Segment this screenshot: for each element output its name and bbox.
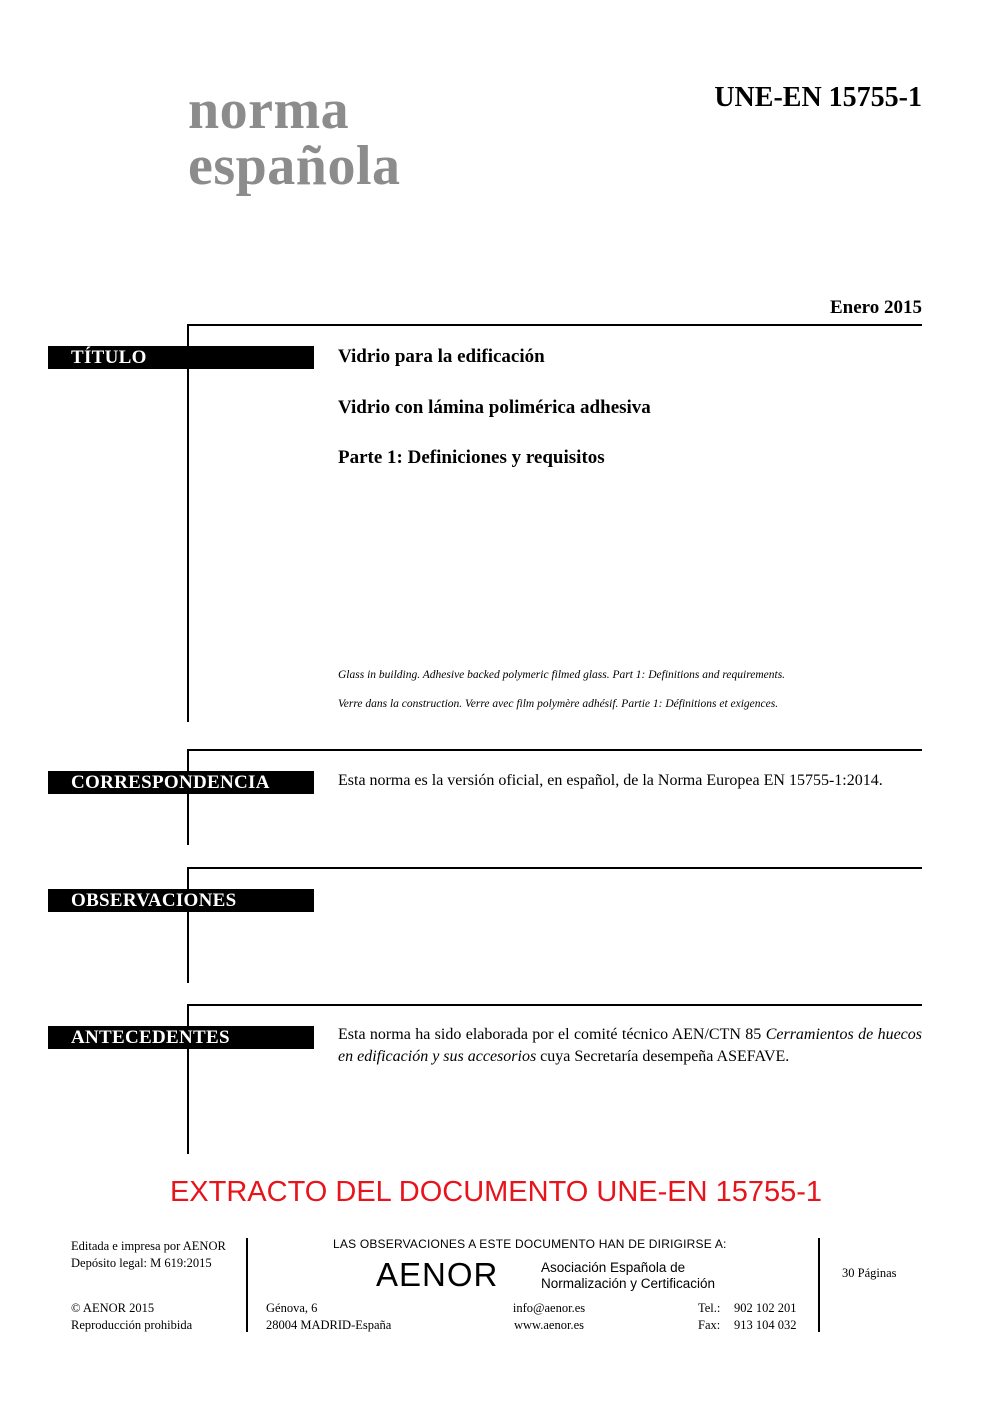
title-line-1: Vidrio para la edificación: [338, 346, 545, 367]
section-rule: [187, 867, 189, 983]
publication-date: Enero 2015: [829, 297, 922, 318]
tel-label: Tel.:: [698, 1301, 721, 1315]
fax-value: 913 104 032: [734, 1318, 797, 1332]
edited-by: Editada e impresa por AENOR: [71, 1239, 226, 1253]
section-divider: [188, 1004, 922, 1006]
french-title: Verre dans la construction. Verre avec film polymère adhésif. Partie 1: Définitions et exigences.: [338, 698, 779, 710]
aenor-logo: AENOR: [376, 1256, 499, 1293]
section-label-titulo: TÍTULO: [48, 346, 314, 369]
title-line-3: Parte 1: Definiciones y requisitos: [338, 447, 605, 468]
section-rule: [187, 749, 189, 845]
standard-code: UNE-EN 15755-1: [714, 82, 922, 113]
address-city: 28004 MADRID-España: [266, 1318, 392, 1332]
antecedentes-text-prefix: Esta norma ha sido elaborada por el comité técnico AEN/CTN 85: [338, 1026, 766, 1043]
address-block: [266, 1300, 391, 1334]
contact-phone-block: [698, 1300, 797, 1334]
footer-separator: [246, 1238, 248, 1332]
copyright: © AENOR 2015: [71, 1301, 155, 1315]
antecedentes-text: [338, 1024, 922, 1068]
aenor-name-line-2: Normalización y Certificación: [541, 1276, 716, 1291]
legal-deposit: Depósito legal: M 619:2015: [71, 1256, 212, 1270]
section-label-observaciones: OBSERVACIONES: [48, 889, 314, 912]
contact-online-block: [509, 1300, 589, 1334]
footer-separator: [818, 1238, 820, 1332]
section-rule: [187, 324, 189, 722]
aenor-full-name: [541, 1260, 715, 1292]
section-label-correspondencia: CORRESPONDENCIA: [48, 771, 314, 794]
footer-publisher-block: [71, 1238, 226, 1272]
section-divider: [188, 867, 922, 869]
extract-notice: EXTRACTO DEL DOCUMENTO UNE-EN 15755-1: [169, 1176, 823, 1208]
fax-label: Fax:: [698, 1318, 721, 1332]
section-label-antecedentes: ANTECEDENTES: [48, 1026, 314, 1049]
contact-website[interactable]: www.aenor.es: [513, 1318, 584, 1332]
tel-value: 902 102 201: [734, 1301, 797, 1315]
committee-name: Cerramientos de huecos en edificación y sus accesorios: [338, 1026, 922, 1065]
correspondencia-text: Esta norma es la versión oficial, en español, de la Norma Europea EN 15755-1:2014.: [338, 772, 883, 789]
title-line-2: Vidrio con lámina polimérica adhesiva: [338, 397, 651, 418]
reproduction-notice: Reproducción prohibida: [71, 1318, 193, 1332]
brand-line-2: española: [188, 135, 401, 197]
english-title: Glass in building. Adhesive backed polymeric filmed glass. Part 1: Definitions and requirements.: [338, 669, 786, 681]
aenor-name-line-1: Asociación Española de: [541, 1260, 686, 1275]
page-count: 30 Páginas: [842, 1266, 897, 1280]
section-divider: [188, 324, 922, 326]
brand-line-1: norma: [188, 79, 350, 141]
address-street: Génova, 6: [266, 1301, 318, 1315]
brand-wordmark: [188, 79, 401, 197]
observations-note: LAS OBSERVACIONES A ESTE DOCUMENTO HAN DE DIRIGIRSE A:: [333, 1237, 727, 1251]
footer-copyright-block: [71, 1300, 192, 1334]
antecedentes-text-suffix: cuya Secretaría desempeña ASEFAVE.: [536, 1048, 790, 1065]
contact-email[interactable]: info@aenor.es: [512, 1301, 586, 1315]
section-divider: [188, 749, 922, 751]
